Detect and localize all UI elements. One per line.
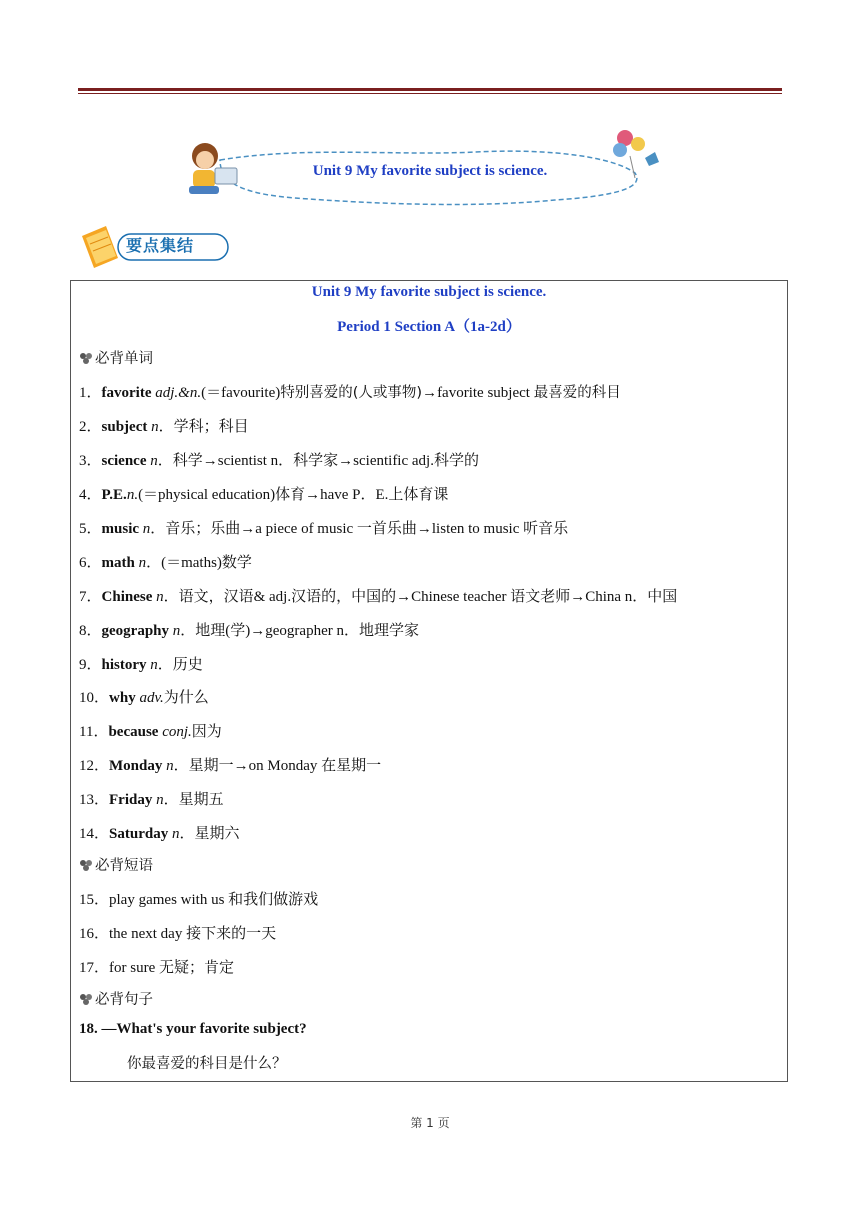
vocab-item-12: 12．Monday n．星期一→on Monday 在星期一 (79, 758, 382, 774)
vocab-item-1: 1．favorite adj.&n.(＝favourite)特别喜爱的(人或事物)→favorite subject 最喜爱的科目 (79, 385, 621, 401)
header-rule-thin (78, 93, 782, 94)
phrase-item-15: 15．play games with us 和我们做游戏 (79, 892, 319, 908)
section-tag (78, 222, 233, 270)
vocab-item-5: 5．music n．音乐；乐曲→a piece of music 一首乐曲→listen to music 听音乐 (79, 521, 569, 537)
vocab-item-10: 10．why adv.为什么 (79, 690, 209, 706)
vocab-item-6: 6．math n．(＝maths)数学 (79, 555, 252, 571)
vocab-item-9: 9．history n．历史 (79, 657, 203, 673)
vocab-item-7: 7．Chinese n．语文，汉语& adj.汉语的，中国的→Chinese teacher 语文老师→China n．中国 (79, 589, 678, 605)
vocab-item-14: 14．Saturday n．星期六 (79, 826, 240, 842)
phrase-item-16: 16．the next day 接下来的一天 (79, 926, 277, 942)
unit-banner (175, 118, 665, 213)
vocab-item-11: 11．because conj.因为 (79, 724, 222, 740)
key-points-box (70, 280, 788, 1082)
vocab-item-13: 13．Friday n．星期五 (79, 792, 224, 808)
header-rule-thick (78, 88, 782, 91)
sentence-item-18: 18. —What's your favorite subject? (79, 1021, 307, 1037)
vocab-item-3: 3．science n．科学→scientist n．科学家→scientific adj.科学的 (79, 453, 479, 469)
flower-icon (79, 352, 93, 364)
vocab-item-2: 2．subject n．学科；科目 (79, 419, 249, 435)
page-footer: 第 1 页 (410, 1116, 450, 1130)
banner-title: Unit 9 My favorite subject is science. (312, 163, 548, 179)
box-title: Unit 9 My favorite subject is science. (311, 284, 547, 300)
box-subtitle: Period 1 Section A（1a-2d） (337, 319, 521, 335)
flower-icon (79, 859, 93, 871)
vocab-item-4: 4．P.E.n.(＝physical education)体育→have P．E.上体育课 (79, 487, 449, 503)
flower-icon (79, 993, 93, 1005)
phrase-item-17: 17．for sure 无疑；肯定 (79, 960, 234, 976)
vocab-item-8: 8．geography n．地理(学)→geographer n．地理学家 (79, 623, 419, 639)
section-tag-label: 要点集结 (126, 236, 195, 255)
heading-words: 必背单词 (79, 347, 153, 368)
heading-phrases: 必背短语 (79, 854, 153, 875)
sentence-translation: 你最喜爱的科目是什么？ (127, 1056, 287, 1072)
heading-sentences: 必背句子 (79, 988, 153, 1009)
